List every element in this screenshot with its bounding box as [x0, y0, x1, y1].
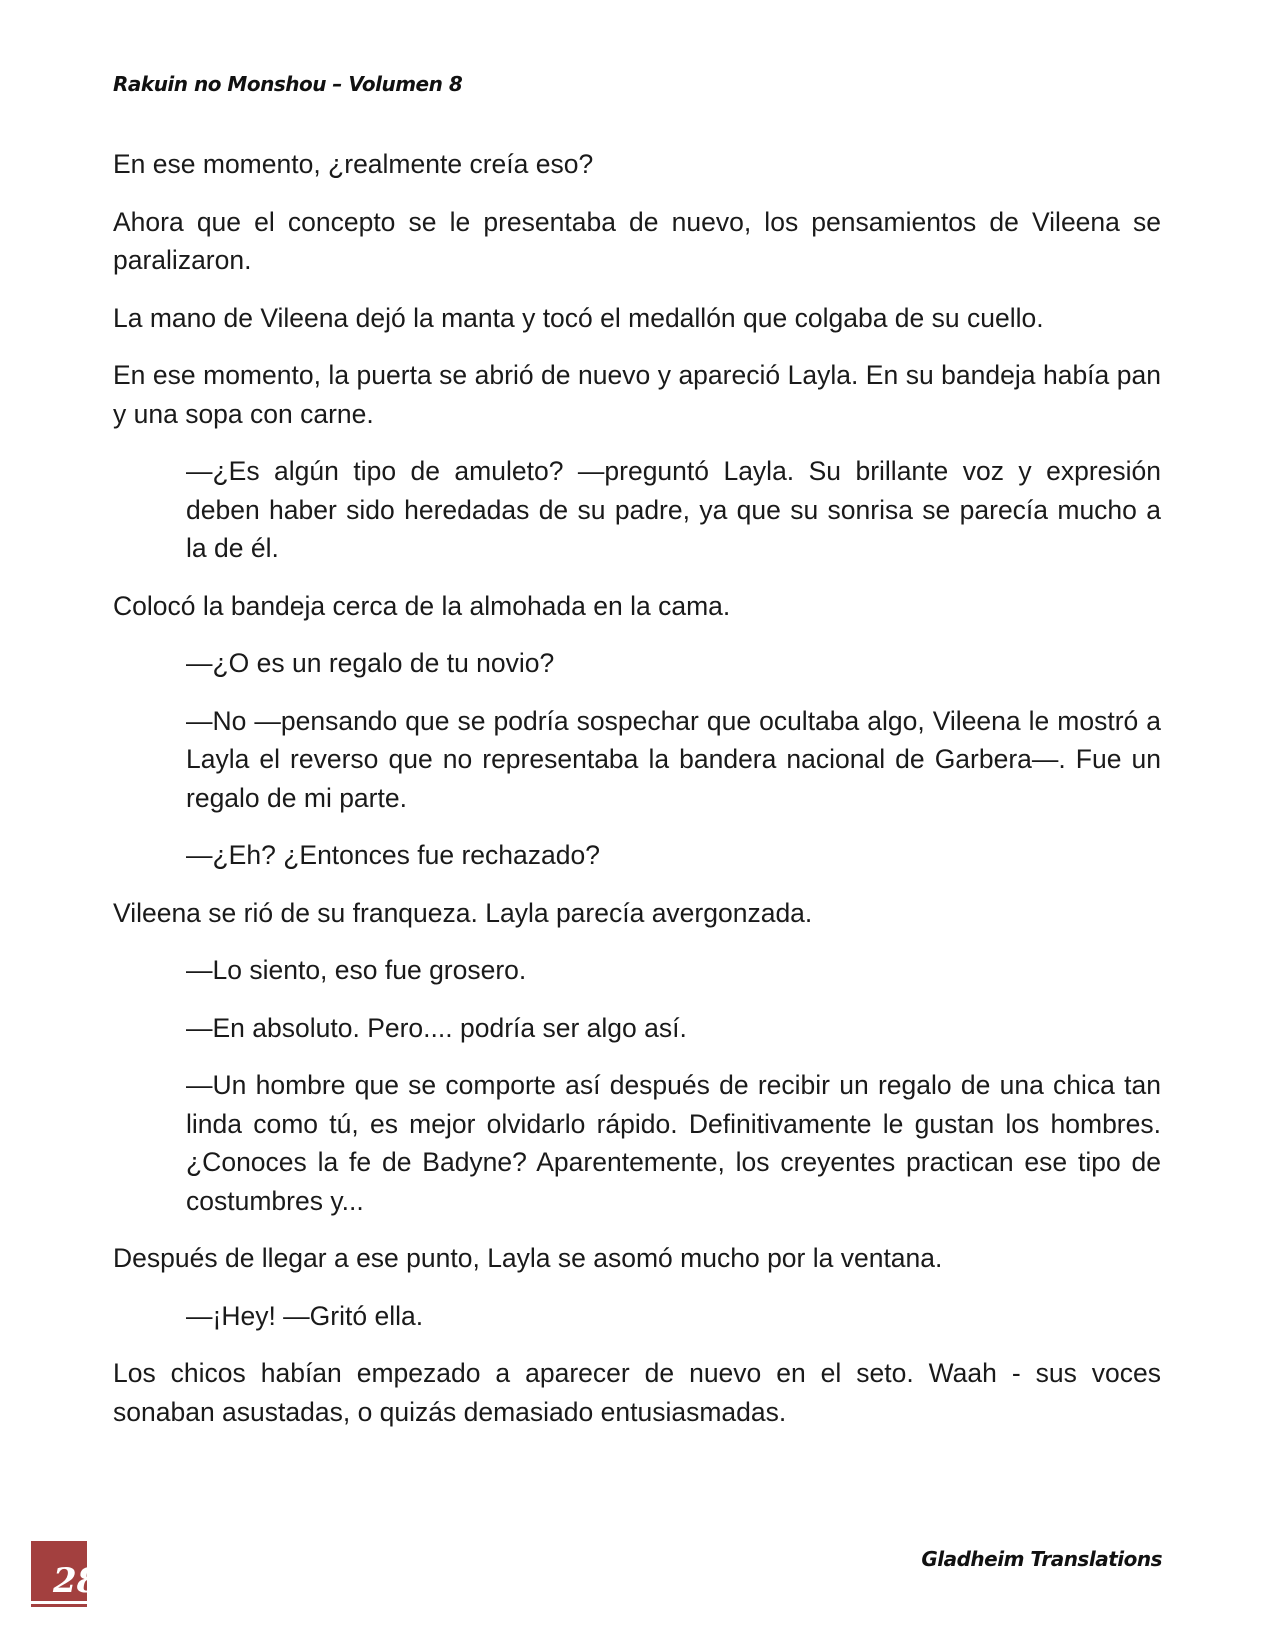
dialog-paragraph: —¡Hey! —Gritó ella. — [186, 1300, 424, 1331]
paragraph: Ahora que el concepto se le presentaba de nuevo, los pensamientos de Vileena se paralizaron. — [113, 206, 1161, 275]
dialog-paragraph: —Un hombre que se comporte así después de recibir un regalo de una chica tan linda como tú, es mejor olvidarlo rápido. Definitivamente le gustan los hombres. ¿Conoces la fe de Badyne? Aparentemente, los creyentes practican ese tipo de costumbres y... — [186, 1070, 1161, 1216]
dialog-paragraph: —En absoluto. Pero.... podría ser algo así. — [186, 1012, 687, 1043]
dialog-paragraph: —¿Es algún tipo de amuleto? —preguntó Layla. Su brillante voz y expresión deben haber sido heredadas de su padre, ya que su sonrisa se parecía mucho a la de él. — [186, 456, 1161, 563]
paragraph: Después de llegar a ese punto, Layla se asomó mucho por la ventana. — [113, 1243, 943, 1273]
paragraph: En ese momento, la puerta se abrió de nuevo y apareció Layla. En su bandeja había pan y una sopa con carne. — [113, 360, 1161, 429]
paragraph: En ese momento, ¿realmente creía eso? — [113, 149, 594, 179]
chapter-body — [113, 145, 1161, 1450]
page-number: 28 — [53, 1561, 101, 1601]
paragraph: Colocó la bandeja cerca de la almohada en la cama. — [113, 590, 731, 621]
translator-credit: Gladheim Translations — [921, 1547, 1162, 1571]
dialog-paragraph: —No —pensando que se podría sospechar que ocultaba algo, Vileena le mostró a Layla el reverso que no representaba la bandera nacional de Garbera—. Fue un regalo de mi parte. — [186, 705, 1161, 813]
dialog-paragraph: —¿Eh? ¿Entonces fue rechazado? — [186, 840, 600, 870]
paragraph: Los chicos habían empezado a aparecer de nuevo en el seto. Waah - sus voces sonaban asustadas, o quizás demasiado entusiasmadas. — [113, 1358, 1161, 1427]
book-header-title: Rakuin no Monshou – Volumen 8 — [113, 72, 463, 96]
page-number-underline — [31, 1601, 87, 1604]
dialog-paragraph: —¿O es un regalo de tu novio? — [186, 648, 555, 678]
dialog-paragraph: —Lo siento, eso fue grosero. — [186, 955, 527, 985]
paragraph: Vileena se rió de su franqueza. Layla parecía avergonzada. — [113, 897, 813, 928]
paragraph: La mano de Vileena dejó la manta y tocó el medallón que colgaba de su cuello. — [113, 302, 1044, 333]
